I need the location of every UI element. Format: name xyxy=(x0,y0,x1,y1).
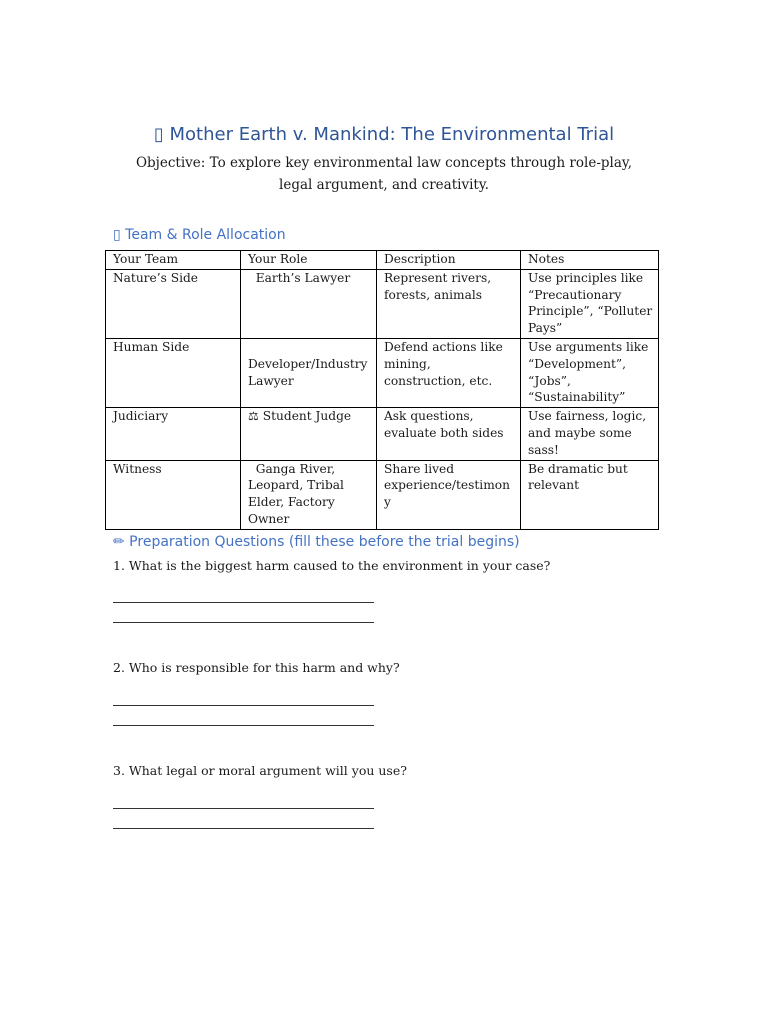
question-2: 2. Who is responsible for this harm and why? xyxy=(113,660,400,675)
description-cell: Defend actions like mining, construction, etc. xyxy=(377,338,521,407)
table-row xyxy=(106,408,659,460)
role-cell: Ganga River, Leopard, Tribal Elder, Factory Owner xyxy=(241,460,377,529)
team-cell: Human Side xyxy=(106,338,241,407)
role-cell: Developer/Industry Lawyer xyxy=(241,338,377,407)
header-your-team: Your Team xyxy=(106,251,241,270)
role-allocation-table xyxy=(105,250,659,530)
header-your-role: Your Role xyxy=(241,251,377,270)
answer-line[interactable] xyxy=(113,808,374,809)
answer-line[interactable] xyxy=(113,705,374,706)
header-notes: Notes xyxy=(521,251,659,270)
notes-cell: Use principles like “Precautionary Principle”, “Polluter Pays” xyxy=(521,269,659,338)
notes-cell: Be dramatic but relevant xyxy=(521,460,659,529)
preparation-heading: ✏ Preparation Questions (fill these before the trial begins) xyxy=(113,534,520,550)
team-allocation-heading: ▯ Team & Role Allocation xyxy=(113,227,286,243)
team-cell: Witness xyxy=(106,460,241,529)
question-1: 1. What is the biggest harm caused to the environment in your case? xyxy=(113,558,551,573)
answer-line[interactable] xyxy=(113,828,374,829)
table-row xyxy=(106,269,659,338)
description-cell: Share lived experience/testimony xyxy=(377,460,521,529)
table-row xyxy=(106,460,659,529)
answer-line[interactable] xyxy=(113,622,374,623)
role-cell: ⚖ Student Judge xyxy=(241,408,377,460)
notes-cell: Use fairness, logic, and maybe some sass! xyxy=(521,408,659,460)
objective-text: Objective: To explore key environmental law concepts through role-play, legal argument, and creativity. xyxy=(135,155,633,193)
description-cell: Represent rivers, forests, animals xyxy=(377,269,521,338)
description-cell: Ask questions, evaluate both sides xyxy=(377,408,521,460)
team-cell: Nature’s Side xyxy=(106,269,241,338)
header-description: Description xyxy=(377,251,521,270)
team-cell: Judiciary xyxy=(106,408,241,460)
answer-line[interactable] xyxy=(113,602,374,603)
question-3: 3. What legal or moral argument will you use? xyxy=(113,763,407,778)
table-row xyxy=(106,338,659,407)
answer-line[interactable] xyxy=(113,725,374,726)
document-title: ▯ Mother Earth v. Mankind: The Environmental Trial xyxy=(153,124,615,145)
role-cell: Earth’s Lawyer xyxy=(241,269,377,338)
notes-cell: Use arguments like “Development”, “Jobs”, “Sustainability” xyxy=(521,338,659,407)
table-header-row xyxy=(106,251,659,270)
